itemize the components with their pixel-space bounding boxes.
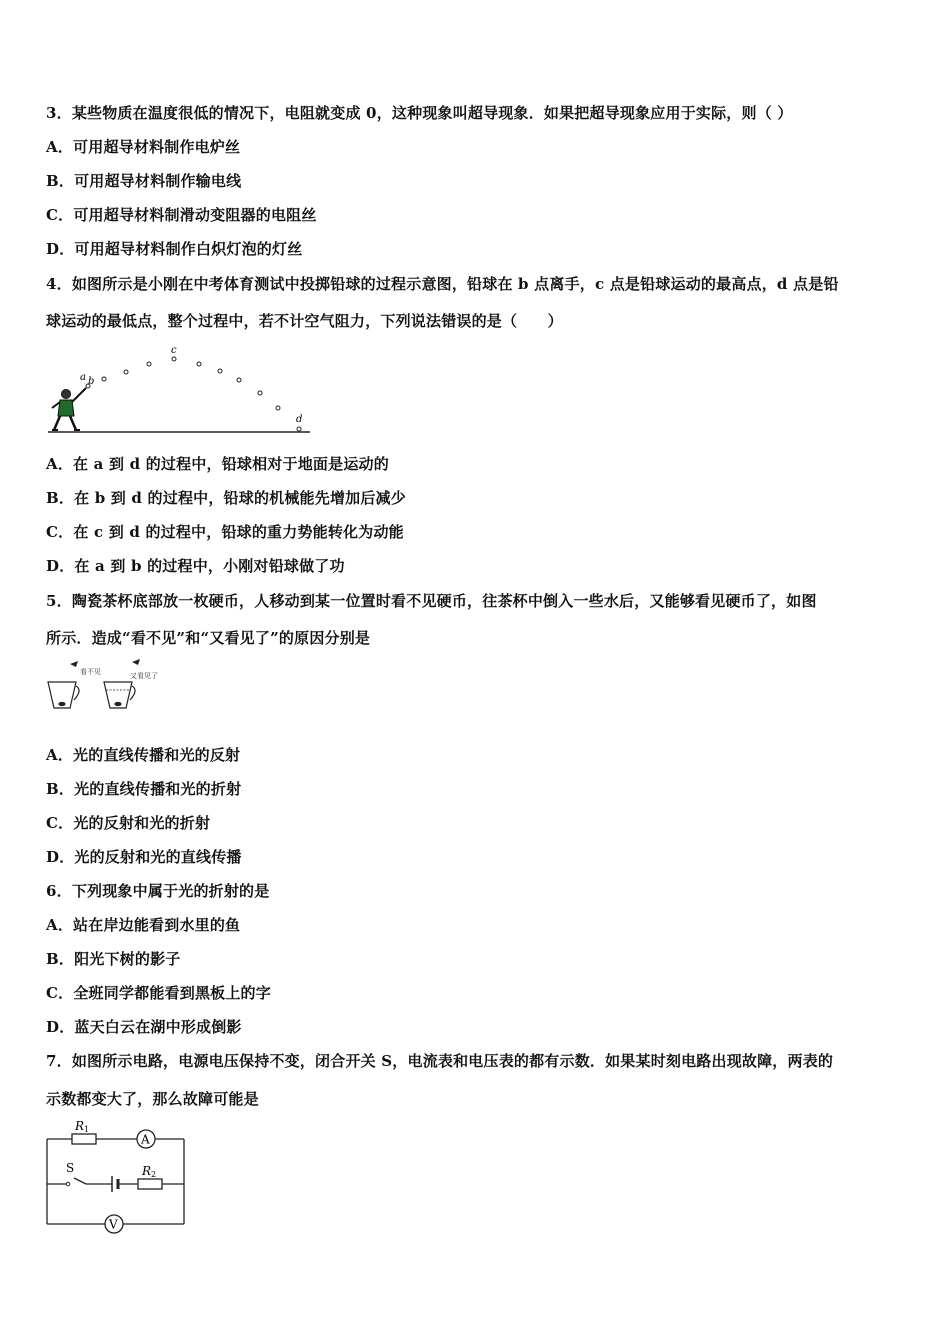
shot-put-figure: [46, 342, 316, 437]
label-voltmeter: V: [109, 1217, 118, 1232]
q5-option-a: A．光的直线传播和光的反射: [46, 746, 241, 764]
q6-stem: 6．下列现象中属于光的折射的是: [46, 882, 270, 900]
resistor-r2: [138, 1179, 162, 1189]
q4-option-b: B．在 b 到 d 的过程中，铅球的机械能先增加后减少: [46, 489, 406, 507]
q3-option-d: D．可用超导材料制作白炽灯泡的灯丝: [46, 240, 303, 258]
label-r1: R1: [75, 1119, 90, 1134]
q3-stem: 3．某些物质在温度很低的情况下，电阻就变成 0，这种现象叫超导现象．如果把超导现象应用于实际，则（ ）: [46, 104, 793, 122]
q6-option-b: B．阳光下树的影子: [46, 950, 181, 968]
q4-option-d: D．在 a 到 b 的过程中，小刚对铅球做了功: [46, 557, 345, 575]
label-b: b: [88, 376, 95, 387]
cup-with-water: [104, 682, 135, 708]
q5-stem-line2: 所示．造成“看不见”和“又看见了”的原因分别是: [46, 629, 371, 647]
eye-icon-left: [70, 661, 78, 667]
battery-icon: [112, 1176, 118, 1192]
q6-option-a: A．站在岸边能看到水里的鱼: [46, 916, 241, 934]
label-switch: S: [66, 1161, 75, 1175]
eye-icon-right: [132, 659, 140, 665]
label-can-see-again: 又看见了: [130, 672, 158, 680]
resistor-r1: [72, 1134, 96, 1144]
q7-stem-line1: 7．如图所示电路，电源电压保持不变，闭合开关 S，电流表和电压表的都有示数．如果某时刻电路出现故障，两表的: [46, 1052, 834, 1070]
q7-stem-line2: 示数都变大了，那么故障可能是: [46, 1090, 259, 1108]
q5-option-d: D．光的反射和光的直线传播: [46, 848, 242, 866]
q3-option-a: A．可用超导材料制作电炉丝: [46, 138, 241, 156]
q6-option-d: D．蓝天白云在湖中形成倒影: [46, 1018, 242, 1036]
label-a: a: [80, 372, 86, 383]
cup-empty: [48, 682, 79, 708]
athlete-figure: [52, 388, 86, 430]
q4-option-a: A．在 a 到 d 的过程中，铅球相对于地面是运动的: [46, 455, 389, 473]
q5-stem-line1: 5．陶瓷茶杯底部放一枚硬币，人移动到某一位置时看不见硬币，往茶杯中倒入一些水后，又能够看见硬币了，如图: [46, 592, 817, 610]
label-r2: R2: [142, 1164, 157, 1179]
q4-stem-line1: 4．如图所示是小刚在中考体育测试中投掷铅球的过程示意图，铅球在 b 点离手，c 点是铅球运动的最高点，d 点是铅: [46, 275, 839, 293]
q5-option-c: C．光的反射和光的折射: [46, 814, 211, 832]
q4-stem-line2: 球运动的最低点，整个过程中，若不计空气阻力，下列说法错误的是（ ）: [46, 312, 563, 330]
label-cannot-see: 看不见: [80, 668, 101, 676]
q3-option-c: C．可用超导材料制滑动变阻器的电阻丝: [46, 206, 317, 224]
label-d: d: [296, 414, 303, 425]
q5-option-b: B．光的直线传播和光的折射: [46, 780, 242, 798]
teacup-coin-figure: [46, 656, 176, 712]
label-c: c: [171, 345, 177, 356]
q6-option-c: C．全班同学都能看到黑板上的字: [46, 984, 271, 1002]
circuit-diagram: [44, 1118, 194, 1234]
q3-option-b: B．可用超导材料制作输电线: [46, 172, 242, 190]
switch-icon: [66, 1182, 70, 1186]
q4-option-c: C．在 c 到 d 的过程中，铅球的重力势能转化为动能: [46, 523, 404, 541]
label-ammeter: A: [141, 1132, 150, 1147]
